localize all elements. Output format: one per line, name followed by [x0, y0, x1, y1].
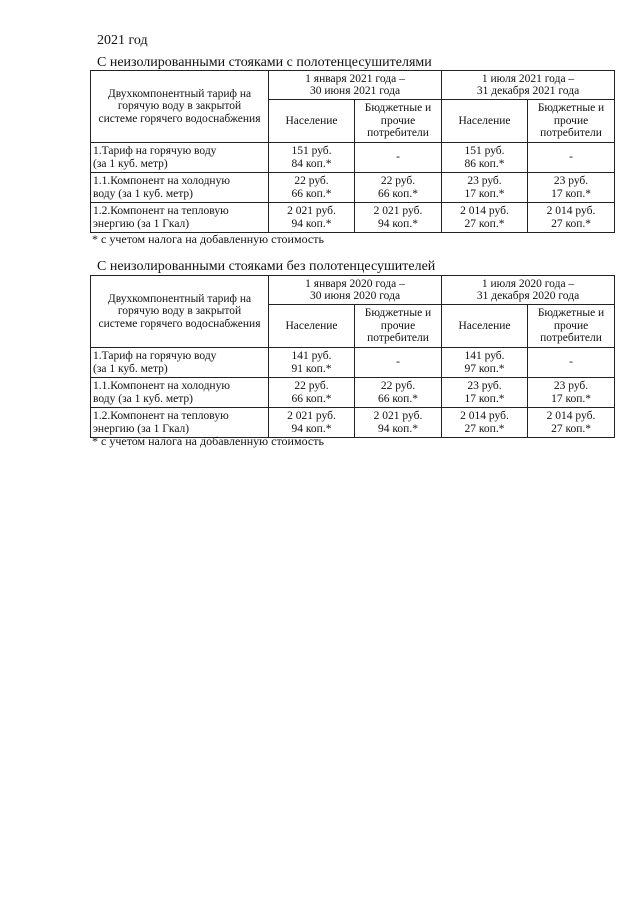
column-header-population: Население [269, 305, 355, 348]
tariff-table [90, 275, 615, 438]
section-title: С неизолированными стояками с полотенцесушителями [97, 55, 432, 70]
tariff-cell: 2 021 руб. 94 коп.* [269, 408, 355, 438]
tariff-cell: - [355, 348, 442, 378]
tariff-description: Двухкомпонентный тариф на горячую воду в закрытой системе горячего водоснабжения [91, 276, 269, 348]
tariff-description: Двухкомпонентный тариф на горячую воду в закрытой системе горячего водоснабжения [91, 71, 269, 143]
table-row [91, 378, 615, 408]
period-header-second-half: 1 июля 2021 года – 31 декабря 2021 года [442, 71, 615, 100]
tariff-cell: 141 руб. 97 коп.* [442, 348, 528, 378]
tariff-cell: 22 руб. 66 коп.* [355, 173, 442, 203]
column-header-budget-consumers: Бюджетные и прочие потребители [528, 100, 615, 143]
column-header-population: Население [269, 100, 355, 143]
tariff-cell: 2 014 руб. 27 коп.* [528, 408, 615, 438]
tariff-cell: 2 021 руб. 94 коп.* [355, 203, 442, 233]
footnote: * с учетом налога на добавленную стоимость [92, 434, 324, 448]
tariff-cell: 151 руб. 86 коп.* [442, 143, 528, 173]
table-row [91, 143, 615, 173]
period-header-first-half: 1 января 2020 года – 30 июня 2020 года [269, 276, 442, 305]
column-header-budget-consumers: Бюджетные и прочие потребители [528, 305, 615, 348]
tariff-cell: 2 021 руб. 94 коп.* [269, 203, 355, 233]
tariff-cell: 23 руб. 17 коп.* [528, 378, 615, 408]
tariff-cell: 151 руб. 84 коп.* [269, 143, 355, 173]
row-label: 1.1.Компонент на холодную воду (за 1 куб. метр) [91, 173, 269, 203]
tariff-cell: 2 014 руб. 27 коп.* [442, 408, 528, 438]
row-label: 1.2.Компонент на тепловую энергию (за 1 Гкал) [91, 203, 269, 233]
tariff-cell: - [528, 143, 615, 173]
column-header-budget-consumers: Бюджетные и прочие потребители [355, 100, 442, 143]
tariff-cell: - [528, 348, 615, 378]
tariff-cell: 2 014 руб. 27 коп.* [442, 203, 528, 233]
table-row [91, 173, 615, 203]
row-label: 1.2.Компонент на тепловую энергию (за 1 Гкал) [91, 408, 269, 438]
period-header-first-half: 1 января 2021 года – 30 июня 2021 года [269, 71, 442, 100]
column-header-population: Население [442, 100, 528, 143]
tariff-cell: 22 руб. 66 коп.* [355, 378, 442, 408]
table-row [91, 408, 615, 438]
tariff-cell: 2 021 руб. 94 коп.* [355, 408, 442, 438]
period-header-second-half: 1 июля 2020 года – 31 декабря 2020 года [442, 276, 615, 305]
column-header-budget-consumers: Бюджетные и прочие потребители [355, 305, 442, 348]
tariff-cell: 23 руб. 17 коп.* [528, 173, 615, 203]
page-heading: 2021 год [97, 33, 148, 48]
table-row [91, 203, 615, 233]
tariff-cell: 22 руб. 66 коп.* [269, 173, 355, 203]
footnote: * с учетом налога на добавленную стоимость [92, 232, 324, 246]
row-label: 1.Тариф на горячую воду (за 1 куб. метр) [91, 143, 269, 173]
column-header-population: Население [442, 305, 528, 348]
tariff-cell: 22 руб. 66 коп.* [269, 378, 355, 408]
section-title: С неизолированными стояками без полотенцесушителей [97, 259, 436, 274]
row-label: 1.Тариф на горячую воду (за 1 куб. метр) [91, 348, 269, 378]
tariff-cell: 2 014 руб. 27 коп.* [528, 203, 615, 233]
table-row [91, 348, 615, 378]
tariff-table [90, 70, 615, 233]
tariff-cell: - [355, 143, 442, 173]
row-label: 1.1.Компонент на холодную воду (за 1 куб. метр) [91, 378, 269, 408]
tariff-cell: 141 руб. 91 коп.* [269, 348, 355, 378]
tariff-cell: 23 руб. 17 коп.* [442, 378, 528, 408]
tariff-cell: 23 руб. 17 коп.* [442, 173, 528, 203]
